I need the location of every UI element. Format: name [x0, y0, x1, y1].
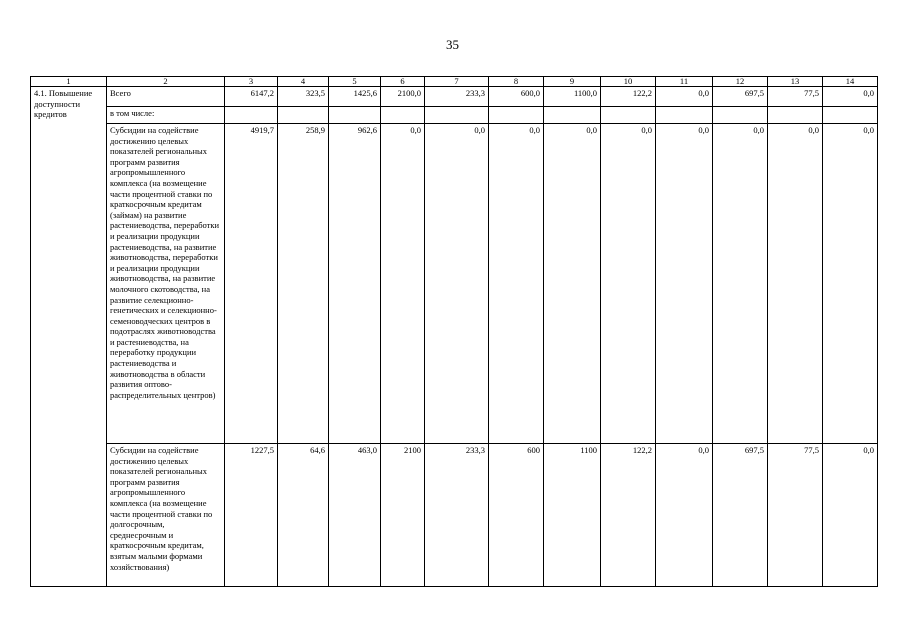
table-cell: [713, 107, 768, 124]
column-number: 2: [107, 77, 225, 87]
budget-table: [30, 76, 878, 587]
table-cell: 77,5: [768, 87, 823, 107]
table-cell: 0,0: [601, 124, 656, 444]
table-cell: 258,9: [278, 124, 329, 444]
column-number: 13: [768, 77, 823, 87]
table-cell: [225, 107, 278, 124]
table-cell: [544, 107, 601, 124]
table-cell: 0,0: [489, 124, 544, 444]
column-number-row: [31, 77, 878, 87]
table-cell: 233,3: [425, 444, 489, 587]
table-cell: [329, 107, 381, 124]
table-cell: 0,0: [656, 444, 713, 587]
column-number: 3: [225, 77, 278, 87]
row-label: в том числе:: [107, 107, 225, 124]
row-label: Субсидии на содействие достижению целевых показателей региональных программ развития агропромышленного комплекса (на возмещение части процентной ставки по краткосрочным кредитам (займам) на развитие растениеводства, переработки и реализации продукции растениеводства, на развитие животноводства, переработки и реализации продукции животноводства, на развитие молочного скотоводства, на развитие селекционно-генетических и селекционно-семеноводческих центров в подотраслях животноводства и растениеводства, на переработку продукции растениеводства и животноводства в области развития оптово-распределительных центров): [107, 124, 225, 444]
table-cell: [768, 107, 823, 124]
column-number: 7: [425, 77, 489, 87]
table-cell: 64,6: [278, 444, 329, 587]
table-cell: [601, 107, 656, 124]
table-cell: 1227,5: [225, 444, 278, 587]
table-cell: 0,0: [823, 124, 878, 444]
table-cell: 0,0: [823, 444, 878, 587]
table-cell: 0,0: [656, 124, 713, 444]
row-label: Субсидии на содействие достижению целевых показателей региональных программ развития агропромышленного комплекса (на возмещение части процентной ставки по долгосрочным, среднесрочным и краткосрочным кредитам, взятым малыми формами хозяйствования): [107, 444, 225, 587]
table-cell: 2100: [381, 444, 425, 587]
table-cell: 0,0: [823, 87, 878, 107]
table-cell: 1425,6: [329, 87, 381, 107]
table-row-subsidy-long-term: [31, 444, 878, 587]
table-row-including: [31, 107, 878, 124]
table-cell: 323,5: [278, 87, 329, 107]
column-number: 10: [601, 77, 656, 87]
table-cell: 0,0: [713, 124, 768, 444]
row-label: Всего: [107, 87, 225, 107]
column-number: 5: [329, 77, 381, 87]
table-cell: [489, 107, 544, 124]
column-number: 12: [713, 77, 768, 87]
table-cell: 6147,2: [225, 87, 278, 107]
page-number: 35: [446, 37, 459, 52]
table-cell: 600,0: [489, 87, 544, 107]
table-cell: 0,0: [768, 124, 823, 444]
column-number: 9: [544, 77, 601, 87]
table-cell: [381, 107, 425, 124]
table-cell: [425, 107, 489, 124]
table-cell: 1100: [544, 444, 601, 587]
column-number: 8: [489, 77, 544, 87]
table-cell: 697,5: [713, 444, 768, 587]
table-cell: 2100,0: [381, 87, 425, 107]
table-cell: 600: [489, 444, 544, 587]
table-cell: 233,3: [425, 87, 489, 107]
table-cell: 0,0: [656, 87, 713, 107]
table-cell: 0,0: [544, 124, 601, 444]
section-label: 4.1. Повышение доступности кредитов: [31, 87, 107, 587]
column-number: 1: [31, 77, 107, 87]
table-cell: 463,0: [329, 444, 381, 587]
table-cell: 0,0: [425, 124, 489, 444]
table-cell: [823, 107, 878, 124]
column-number: 14: [823, 77, 878, 87]
table-row-total: [31, 87, 878, 107]
table-cell: [656, 107, 713, 124]
table-cell: 77,5: [768, 444, 823, 587]
column-number: 4: [278, 77, 329, 87]
table-row-subsidy-short-term: [31, 124, 878, 444]
column-number: 11: [656, 77, 713, 87]
table-cell: 122,2: [601, 87, 656, 107]
table-cell: 1100,0: [544, 87, 601, 107]
table-cell: 962,6: [329, 124, 381, 444]
table-cell: 697,5: [713, 87, 768, 107]
table-cell: 0,0: [381, 124, 425, 444]
column-number: 6: [381, 77, 425, 87]
table-cell: 122,2: [601, 444, 656, 587]
table-cell: 4919,7: [225, 124, 278, 444]
table-cell: [278, 107, 329, 124]
